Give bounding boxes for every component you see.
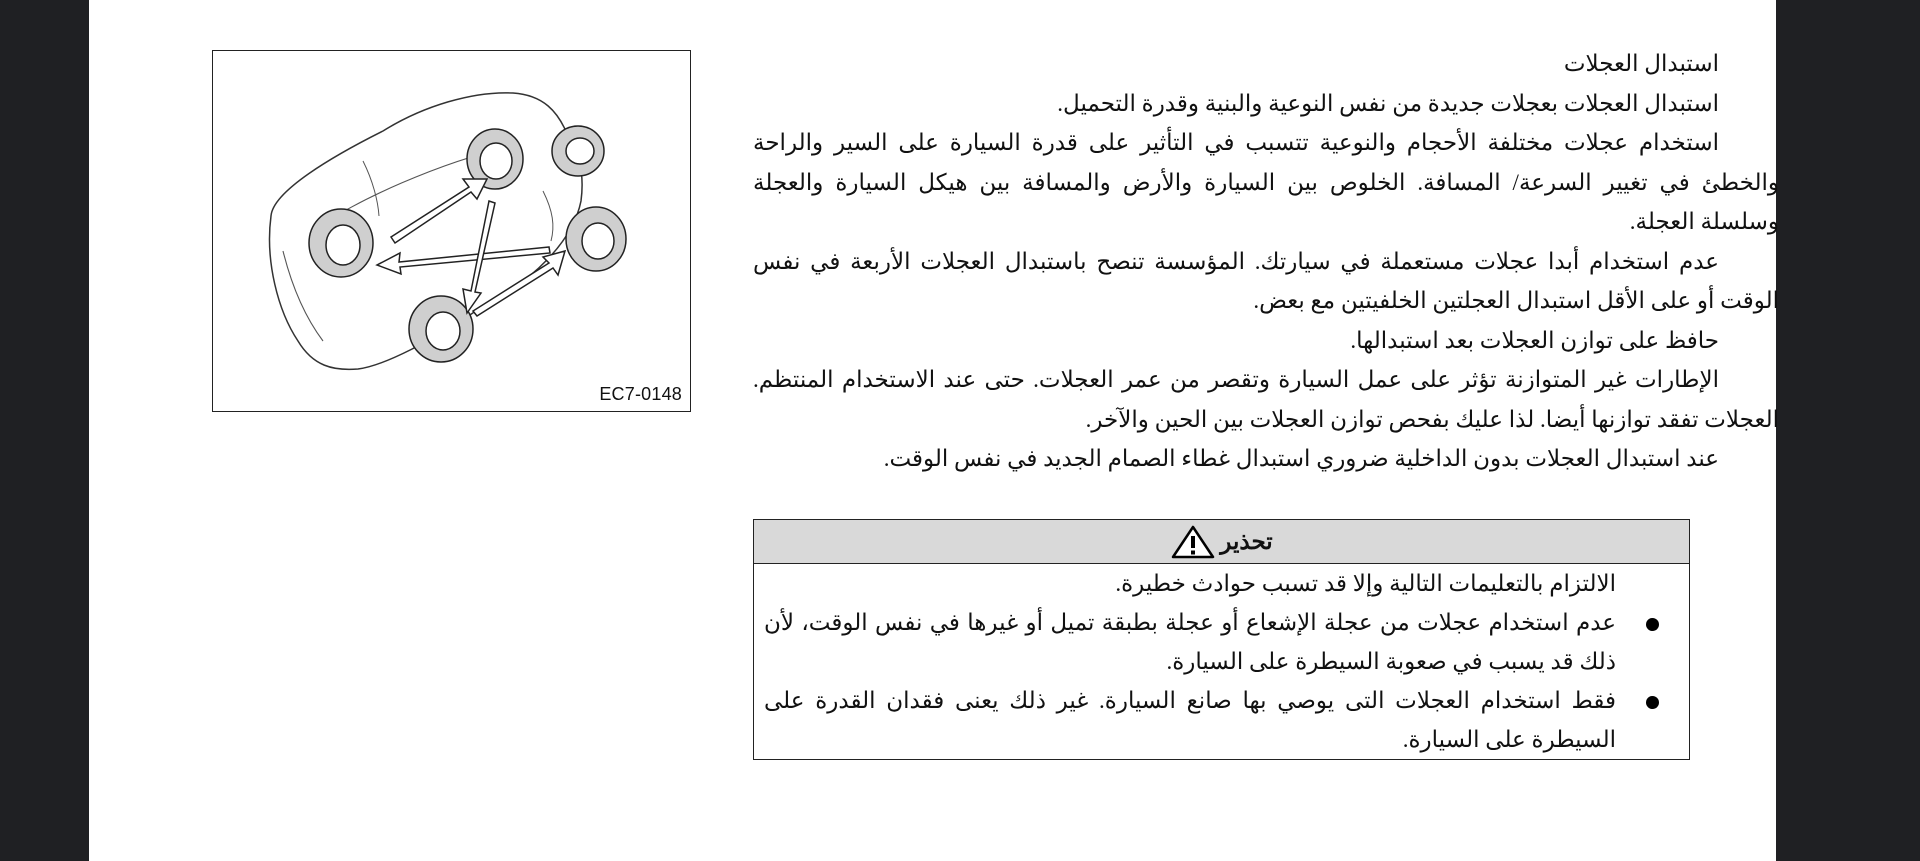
warning-box — [753, 519, 1690, 760]
warning-item-text: فقط استخدام العجلات التى يوصي بها صانع السيارة. غير ذلك يعنى فقدان القدرة على السيطرة على السيارة. — [764, 688, 1616, 752]
tire-rotation-figure — [212, 50, 691, 412]
paragraph: حافظ على توازن العجلات بعد استبدالها. — [1350, 327, 1719, 353]
figure-code-label: EC7-0148 — [599, 384, 682, 404]
warning-body — [754, 564, 1689, 759]
car-tire-rotation-diagram — [213, 51, 689, 410]
bullet-icon — [1646, 618, 1659, 631]
document-page — [89, 0, 1779, 861]
rotation-arrows — [377, 179, 565, 316]
body-text — [753, 44, 1779, 479]
wheel-right-middle — [566, 207, 626, 271]
warning-intro: الالتزام بالتعليمات التالية وإلا قد تسبب حوادث خطيرة. — [1115, 571, 1616, 596]
paragraph: عند استبدال العجلات بدون الداخلية ضروري استبدال غطاء الصمام الجديد في نفس الوقت. — [883, 446, 1719, 471]
wheel-front-left — [309, 209, 373, 277]
warning-triangle-icon — [1170, 524, 1216, 560]
paragraph: استخدام عجلات مختلفة الأحجام والنوعية تتسبب في التأثير على قدرة السيارة على السير والراحة والخطئ في تغيير السرعة/ المسافة. الخلوص بين السيارة والأرض والمسافة بين هيكل السيارة والعجلة وسلسلة العجلة. — [753, 130, 1779, 234]
warning-title: تحذير — [1220, 528, 1273, 554]
wheel-rear-right — [552, 126, 604, 176]
warning-item-text: عدم استخدام عجلات من عجلة الإشعاع أو عجلة بطبقة تميل أو غيرها في نفس الوقت، لأن ذلك قد يسبب في صعوبة السيطرة على السيارة. — [764, 610, 1616, 674]
bullet-icon — [1646, 696, 1659, 709]
paragraph: الإطارات غير المتوازنة تؤثر على عمل السيارة وتقصر من عمر العجلات. حتى عند الاستخدام المنتظم. العجلات تفقد توازنها أيضا. لذا عليك بفحص توازن العجلات بين الحين والآخر. — [753, 367, 1779, 432]
warning-item — [764, 603, 1669, 681]
paragraph: عدم استخدام أبدا عجلات مستعملة في سيارتك. المؤسسة تنصح باستبدال العجلات الأربعة في نفس الوقت أو على الأقل استبدال العجلتين الخلفيتين مع بعض. — [753, 248, 1779, 313]
warning-item — [764, 681, 1669, 759]
section-heading: استبدال العجلات — [1563, 51, 1719, 76]
paragraph: استبدال العجلات بعجلات جديدة من نفس النوعية والبنية وقدرة التحميل. — [1057, 90, 1719, 116]
wheel-front-right — [409, 296, 473, 362]
warning-list — [764, 603, 1669, 759]
warning-header — [754, 520, 1689, 564]
